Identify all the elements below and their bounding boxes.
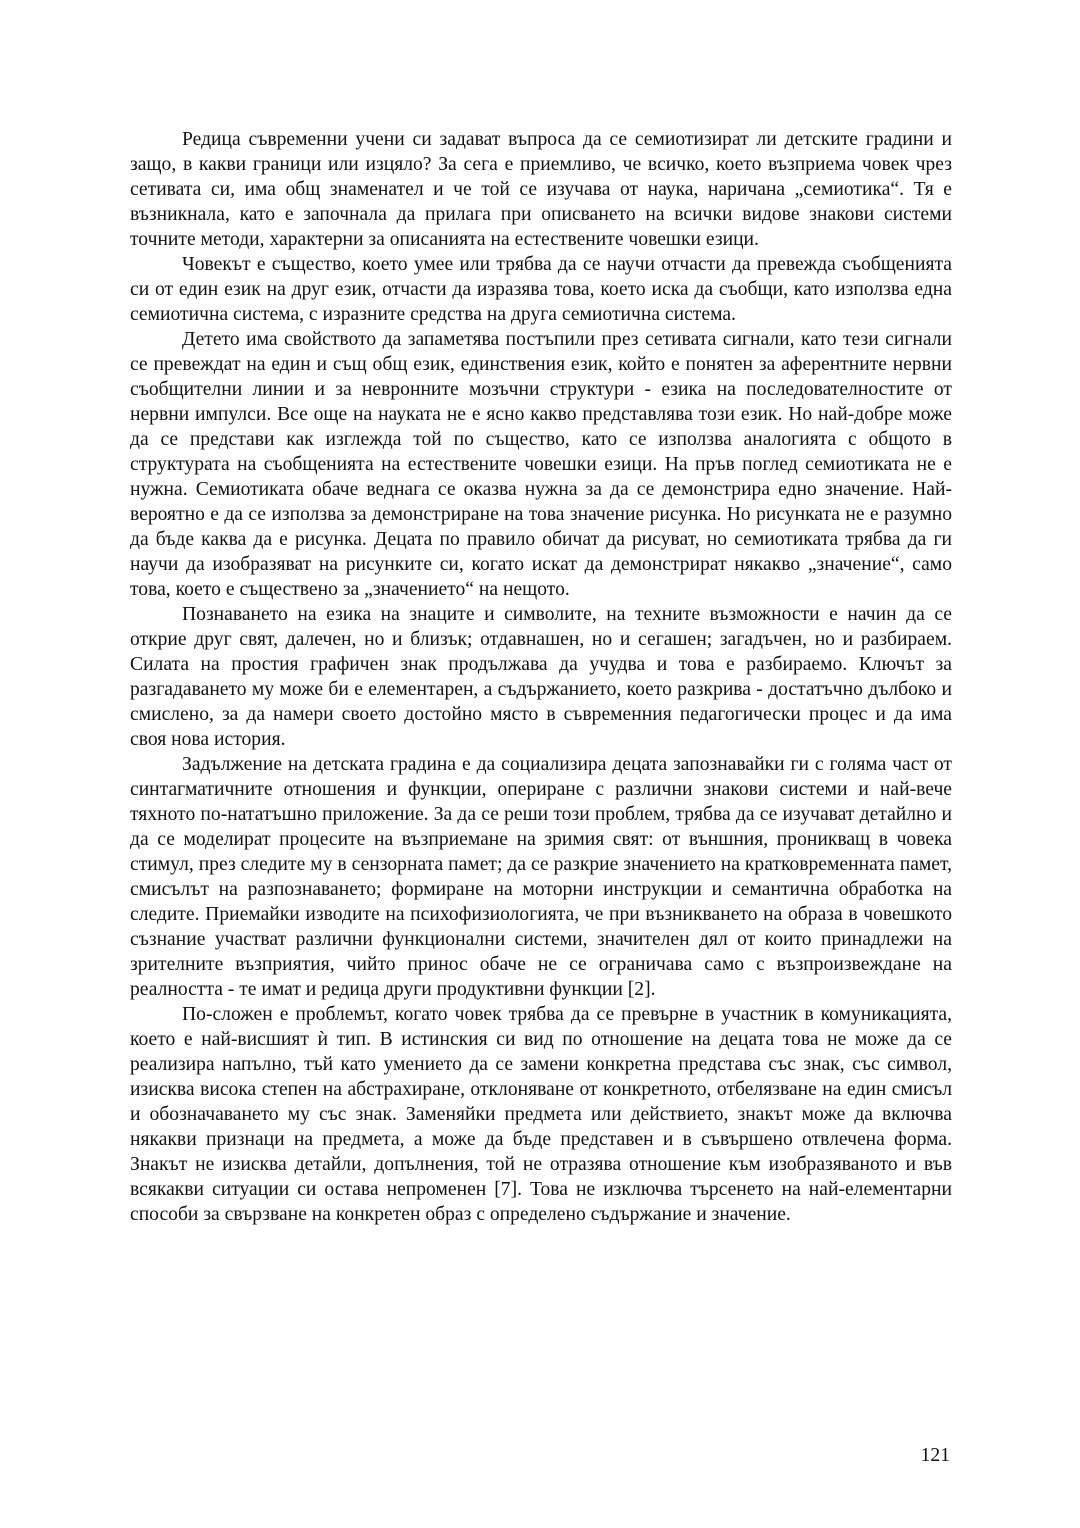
paragraph-4: Познаването на езика на знаците и символите, на техните възможности е начин да се открие друг свят, далечен, но и близък; отдавнашен, но и сегашен; загадъчен, но и разбираем. Силата на простия графичен знак продължава да учудва и това е разбираемо. Ключът за разгадаването му може би е елементарен, а съдържанието, което разкрива - достатъчно дълбоко и смислено, за да намери своето достойно място в съвременния педагогически процес и да има своя нова история. <box>130 604 952 750</box>
paragraph-5: Задължение на детската градина е да социализира децата запознавайки ги с голяма част от синтагматичните отношения и функции, опериране с различни знакови системи и най-вече тяхното по-нататъшно приложение. За да се реши този проблем, трябва да се изучават детайлно и да се моделират процесите на възприемане на зримия свят: от външния, проникващ в човека стимул, през следите му в сензорната памет; да се разкрие значението на кратковременната памет, смисълът на разпознаването; формиране на моторни инструкции и семантична обработка на следите. Приемайки изводите на психофизиологията, че при възникването на образа в човешкото съзнание участват различни функционални системи, значителен дял от които принадлежи на зрителните възприятия, чийто принос обаче не се ограничава само с възпроизвеждане на реалността - те имат и редица други продуктивни функции [2]. <box>130 754 952 1000</box>
paragraph-2: Човекът е същество, което умее или трябва да се научи отчасти да превежда съобщенията си от един език на друг език, отчасти да изразява това, което иска да съобщи, като използва една семиотична система, с изразните средства на друга семиотична система. <box>130 254 952 325</box>
paragraph-3: Детето има свойството да запаметява постъпили през сетивата сигнали, като тези сигнали се превеждат на един и същ общ език, единствения език, който е понятен за аферентните нервни съобщителни линии и за невронните мозъчни структури - езика на последователностите от нервни импулси. Все още на науката не е ясно какво представлява този език. Но най-добре може да се представи как изглежда той по същество, като се използва аналогията с общото в структурата на съобщенията на естествените човешки езици. На пръв поглед семиотиката не е нужна. Семиотиката обаче веднага се оказва нужна за да се демонстрира едно значение. Най-вероятно е да се използва за демонстриране на това значение рисунка. Но рисунката не е разумно да бъде каква да е рисунка. Децата по правило обичат да рисуват, но семиотиката трябва да ги научи да изобразяват на рисунките си, когато искат да демонстрират някакво „значение“, само това, което е съществено за „значението“ на нещото. <box>130 329 952 600</box>
page-body <box>130 127 952 1227</box>
paragraph-6: По-сложен е проблемът, когато човек трябва да се превърне в участник в комуникацията, което е най-висшият ѝ тип. В истинския си вид по отношение на децата това не може да се реализира напълно, тъй като умението да се замени конкретна представа със знак, със символ, изисква висока степен на абстрахиране, отклоняване от конкретното, отбелязване на един смисъл и обозначаването му със знак. Заменяйки предмета или действието, знакът може да включва някакви признаци на предмета, а може да бъде представен и в съвършено отвлечена форма. Знакът не изисква детайли, допълнения, той не отразява отношение към изобразяваното и във всякакви ситуации си остава непроменен [7]. Това не изключва търсенето на най-елементарни способи за свързване на конкретен образ с определено съдържание и значение. <box>130 1004 952 1225</box>
paragraph-1: Редица съвременни учени си задават въпроса да се семиотизират ли детските градини и защо, в какви граници или изцяло? За сега е приемливо, че всичко, което възприема човек чрез сетивата си, има общ знаменател и че той се изучава от наука, наричана „семиотика“. Тя е възникнала, като е започнала да прилага при описването на всички видове знакови системи точните методи, характерни за описанията на естествените човешки езици. <box>130 129 952 250</box>
page-number: 121 <box>920 1445 950 1466</box>
